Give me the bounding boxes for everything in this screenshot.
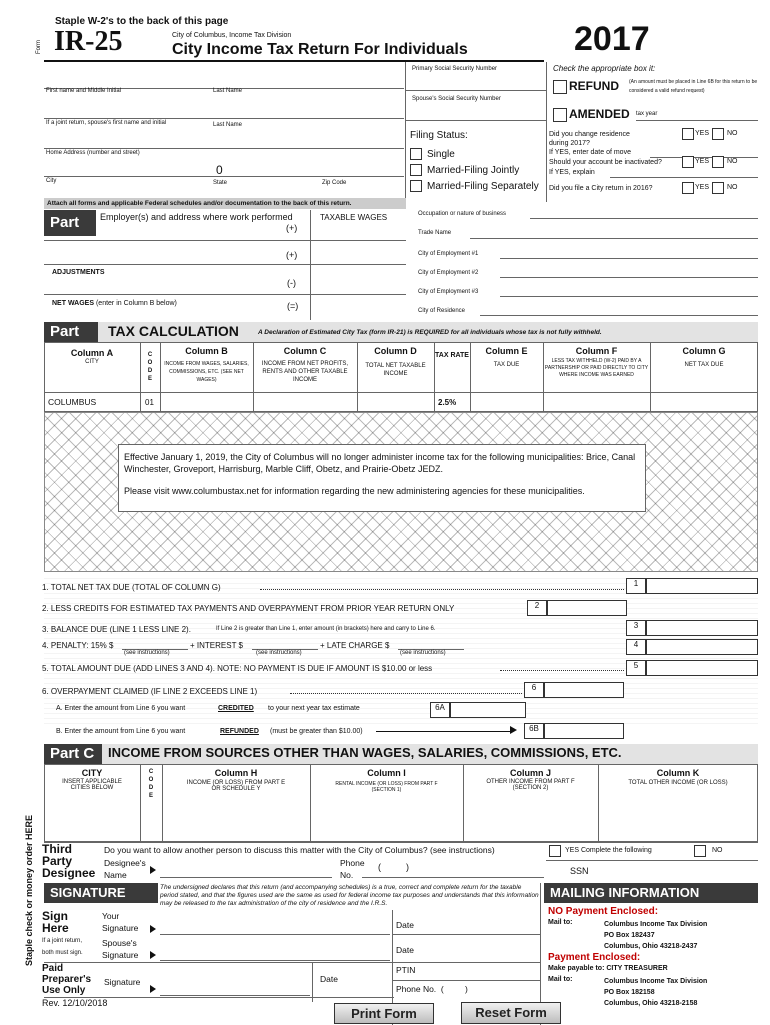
part-c-city-sub: INSERT APPLICABLE CITIES BELOW	[62, 779, 122, 791]
designee-no: NO	[712, 847, 723, 854]
arrow-right-icon	[150, 866, 156, 874]
coe3-label: City of Employment #3	[418, 289, 479, 295]
line-4-penalty: 4. PENALTY: 15% $	[42, 641, 114, 650]
joint-note: If a joint return,	[42, 938, 83, 944]
part-c-city: CITY	[81, 768, 103, 778]
spouse-label: Spouse's	[102, 938, 137, 948]
mfs-checkbox[interactable]	[410, 180, 422, 192]
designee-l2: Party	[42, 854, 73, 868]
joint-last-label: Last Name	[213, 122, 243, 128]
q3-label: Did you file a City return in 2016?	[549, 185, 653, 192]
mail-to-1: Mail to:	[548, 919, 573, 926]
q3-yes: YES	[695, 184, 710, 191]
col-k-sub: TOTAL OTHER INCOME (OR LOSS)	[628, 780, 728, 786]
line-6b-c: (must be greater than $10.00)	[270, 728, 363, 735]
arrow-right-icon	[150, 985, 156, 993]
part-c-code: CODE	[148, 769, 154, 799]
see-instr-1: (see instructions)	[124, 650, 170, 656]
col-i-sub: RENTAL INCOME (OR LOSS) FROM PART F (SECTION 1)	[335, 781, 438, 793]
print-form-button[interactable]: Print Form	[334, 1003, 434, 1024]
col-j-sub: OTHER INCOME FROM PART F (SECTION 2)	[486, 779, 575, 791]
part-a-label: Part A	[44, 210, 96, 236]
payable-label: Make payable to: CITY TREASURER	[548, 965, 668, 972]
col-e: Column E	[485, 346, 528, 356]
row-code: 01	[145, 398, 154, 407]
single-label: Single	[427, 149, 455, 160]
line-3-input[interactable]	[646, 620, 758, 636]
date-label-2: Date	[396, 945, 414, 955]
check-box-label: Check the appropriate box it:	[553, 64, 656, 73]
col-b-sub: INCOME FROM WAGES, SALARIES, COMMISSIONS, ETC. (SEE NET WAGES)	[164, 361, 249, 383]
amended-checkbox[interactable]	[553, 108, 567, 122]
ssn-primary-label: Primary Social Security Number	[412, 66, 498, 72]
adjustments-label: ADJUSTMENTS	[52, 269, 105, 276]
mail-p3: Columbus, Ohio 43218-2158	[604, 1000, 698, 1007]
state-label: State	[213, 180, 228, 186]
taxable-wages-label: TAXABLE WAGES	[320, 213, 388, 222]
line-2-input[interactable]	[547, 600, 627, 616]
col-h-sub: INCOME (OR LOSS) FROM PART E OR SCHEDULE Y	[186, 780, 286, 792]
refund-checkbox[interactable]	[553, 80, 567, 94]
sign-label: Sign	[42, 909, 68, 923]
line-6b-input[interactable]	[544, 723, 624, 739]
tax-rate-label: TAX RATE	[435, 352, 469, 359]
part-b-label: Part B	[44, 322, 98, 342]
col-d: Column D	[374, 346, 417, 356]
q2-yes-checkbox[interactable]	[682, 156, 694, 168]
net-wages-note: (enter in Column B below)	[95, 300, 177, 307]
designee-question: Do you want to allow another person to discuss this matter with the City of Columbus? (see instructions)	[104, 845, 495, 855]
col-a: Column A	[70, 348, 114, 358]
here-label: Here	[42, 921, 69, 935]
arrow-right-icon	[150, 925, 156, 933]
col-a-sub: CITY	[85, 359, 99, 365]
q1-yes: YES	[695, 130, 710, 137]
attach-note: Attach all forms and applicable Federal schedules and/or documentation to the back of this return.	[44, 198, 406, 209]
single-checkbox[interactable]	[410, 148, 422, 160]
address-label: Home Address (number and street)	[46, 150, 140, 156]
preparer-date-label: Date	[320, 974, 338, 984]
mfs-label: Married-Filing Separately	[427, 181, 539, 192]
equals: (=)	[287, 301, 299, 311]
line-6a-credited: CREDITED	[218, 705, 254, 712]
q3-yes-checkbox[interactable]	[682, 182, 694, 194]
filing-label: Filing Status:	[410, 130, 468, 141]
spouse-signature-label: Signature	[102, 950, 139, 960]
q1-label: Did you change residence	[549, 131, 630, 138]
q1-no: NO	[727, 130, 738, 137]
col-f-sub: LESS TAX WITHHELD (W-2) PAID BY A PARTNERSHIP OR PAID DIRECTLY TO CITY WHERE INCOME WAS EARNED	[544, 358, 649, 378]
mail-n2: PO Box 182437	[604, 932, 655, 939]
line-5-num: 5	[626, 660, 646, 676]
q1b-label: during 2017?	[549, 140, 590, 147]
col-i: Column I	[367, 768, 406, 778]
joint-first-label: If a joint return, spouse's first name and initial	[46, 120, 167, 126]
your-label: Your	[102, 911, 120, 921]
tax-year: 2017	[574, 20, 650, 58]
part-b-note: A Declaration of Estimated City Tax (form IR-21) is REQUIRED for all individuals whose tax is not fully withheld.	[258, 329, 602, 336]
plus-1: (+)	[286, 223, 298, 233]
part-b-title: TAX CALCULATION	[108, 323, 239, 339]
designee-phone-2: No.	[340, 870, 354, 880]
staple-note: Staple W-2's to the back of this page	[55, 16, 229, 27]
trade-label: Trade Name	[418, 230, 452, 236]
phone-label: Phone No. ( )	[396, 984, 468, 994]
line-5: 5. TOTAL AMOUNT DUE (ADD LINES 3 AND 4). NOTE: NO PAYMENT IS DUE IF AMOUNT IS $10.00 or less	[42, 664, 433, 673]
mfj-checkbox[interactable]	[410, 164, 422, 176]
line-4-input[interactable]	[646, 639, 758, 655]
line-6b-refunded: REFUNDED	[220, 728, 259, 735]
q2-label: Should your account be inactivated?	[549, 159, 662, 166]
refund-note: (An amount must be placed in Line 6B for this return to be considered a valid refund request)	[629, 79, 758, 94]
tax-year-label: tax year	[636, 111, 658, 117]
line-4-late: + LATE CHARGE $	[320, 641, 390, 650]
row-rate: 2.5%	[438, 398, 457, 407]
q3-no: NO	[727, 184, 738, 191]
payment-label: Payment Enclosed:	[548, 952, 641, 963]
coe1-label: City of Employment #1	[418, 251, 479, 257]
col-c-sub: INCOME FROM NET PROFITS, RENTS AND OTHER TAXABLE INCOME	[261, 361, 349, 383]
col-h: Column H	[214, 768, 258, 778]
plus-2: (+)	[286, 250, 298, 260]
col-d-sub: TOTAL NET TAXABLE INCOME	[365, 363, 426, 377]
designee-name-2: Name	[104, 870, 127, 880]
q2-no-checkbox[interactable]	[712, 156, 724, 168]
preparer-signature-label: Signature	[104, 977, 141, 987]
minus: (-)	[287, 278, 296, 288]
signature-title: SIGNATURE	[44, 883, 158, 903]
designee-no-checkbox[interactable]	[694, 845, 706, 857]
col-b: Column B	[185, 346, 228, 356]
col-g: Column G	[682, 346, 726, 356]
revision: Rev. 12/10/2018	[42, 998, 108, 1008]
form-id: IR-25	[54, 26, 123, 57]
q2-no: NO	[727, 158, 738, 165]
net-wages-label: NET WAGES	[52, 300, 95, 307]
mfj-label: Married-Filing Jointly	[427, 165, 520, 176]
col-g-sub: NET TAX DUE	[684, 362, 724, 368]
page-title: City Income Tax Return For Individuals	[172, 41, 468, 58]
arrow-right-icon	[150, 951, 156, 959]
line-6a-input[interactable]	[450, 702, 526, 718]
notice-p1: Effective January 1, 2019, the City of Columbus will no longer administer income tax for the following municipalities: Brice, Canal Winchester, Groveport, Harrisburg, Marble Cliff, Obetz, and Prairie-Obetz JEDZ.	[124, 452, 636, 474]
first-name-label: First name and Middle Initial	[46, 88, 122, 94]
phone-paren: ( )	[378, 862, 409, 872]
use-only-label: Use Only	[42, 985, 86, 996]
reset-form-button[interactable]: Reset Form	[461, 1002, 561, 1024]
designee-yes-checkbox[interactable]	[549, 845, 561, 857]
line-3-note: If Line 2 is greater than Line 1, enter amount (in brackets) here and carry to Line 6.	[216, 626, 436, 632]
designee-yes: YES Complete the following	[565, 847, 652, 854]
notice-p2: Please visit www.columbustax.net for information regarding the new administering agencies for these municipalities.	[124, 486, 585, 496]
designee-ssn: SSN	[570, 866, 589, 876]
line-6-num: 6	[524, 682, 544, 698]
your-signature-label: Signature	[102, 923, 139, 933]
paid-label: Paid	[42, 963, 64, 974]
q3-no-checkbox[interactable]	[712, 182, 724, 194]
line-6: 6. OVERPAYMENT CLAIMED (IF LINE 2 EXCEEDS LINE 1)	[42, 687, 258, 696]
designee-phone-1: Phone	[340, 858, 365, 868]
ssn-spouse-label: Spouse's Social Security Number	[412, 96, 501, 102]
part-c-title: INCOME FROM SOURCES OTHER THAN WAGES, SALARIES, COMMISSIONS, ETC.	[108, 745, 622, 760]
no-payment-label: NO Payment Enclosed:	[548, 906, 659, 917]
see-instr-3: (see instructions)	[400, 650, 446, 656]
employer-label: Employer(s) and address where work performed	[100, 212, 293, 222]
col-f: Column F	[575, 346, 618, 356]
line-6a-a: A. Enter the amount from Line 6 you want	[56, 705, 186, 712]
q2b-label: If YES, explain	[549, 169, 595, 176]
arrow-right-icon	[510, 726, 517, 734]
q1c-label: If YES, enter date of move	[549, 149, 631, 156]
line-4-interest: + INTEREST $	[190, 641, 243, 650]
zip-label: Zip Code	[322, 180, 347, 186]
line-6a-num: 6A	[430, 702, 450, 718]
ptin-label: PTIN	[396, 965, 416, 975]
mail-n1: Columbus Income Tax Division	[604, 921, 708, 928]
side-staple-note: Staple check or money order HERE	[24, 814, 34, 966]
mail-p1: Columbus Income Tax Division	[604, 978, 708, 985]
q2-yes: YES	[695, 158, 710, 165]
date-label-1: Date	[396, 920, 414, 930]
line-1-num: 1	[626, 578, 646, 594]
designee-name-1: Designee's	[104, 858, 146, 868]
q1-no-checkbox[interactable]	[712, 128, 724, 140]
mail-n3: Columbus, Ohio 43218-2437	[604, 943, 698, 950]
line-2: 2. LESS CREDITS FOR ESTIMATED TAX PAYMENTS AND OVERPAYMENT FROM PRIOR YEAR RETURN ONLY	[42, 604, 455, 613]
line-5-input[interactable]	[646, 660, 758, 676]
preparer-label: Preparer's	[42, 974, 92, 985]
col-code: CODE	[147, 352, 153, 382]
line-6-input[interactable]	[544, 682, 624, 698]
col-e-sub: TAX DUE	[493, 362, 520, 368]
mailing-title: MAILING INFORMATION	[544, 883, 758, 903]
mail-to-2: Mail to:	[548, 976, 573, 983]
amended-label: AMENDED	[569, 107, 630, 121]
designee-l1: Third	[42, 842, 72, 856]
line-1-input[interactable]	[646, 578, 758, 594]
coe2-label: City of Employment #2	[418, 270, 479, 276]
state-value[interactable]: 0	[216, 163, 223, 177]
q1-yes-checkbox[interactable]	[682, 128, 694, 140]
part-c-label: Part C	[44, 744, 102, 764]
col-c: Column C	[283, 346, 327, 356]
line-4-num: 4	[626, 639, 646, 655]
mail-p2: PO Box 182158	[604, 989, 655, 996]
both-note: both must sign.	[42, 950, 83, 956]
city-label: City	[46, 178, 57, 184]
line-2-num: 2	[527, 600, 547, 616]
line-3: 3. BALANCE DUE (LINE 1 LESS LINE 2).	[42, 625, 191, 634]
last-name-label: Last Name	[213, 88, 243, 94]
line-6b-num: 6B	[524, 723, 544, 739]
line-6a-c: to your next year tax estimate	[268, 705, 360, 712]
line-6b-a: B. Enter the amount from Line 6 you want	[56, 728, 186, 735]
designee-l3: Designee	[42, 866, 96, 880]
col-k: Column K	[656, 768, 700, 778]
see-instr-2: (see instructions)	[256, 650, 302, 656]
occupation-label: Occupation or nature of business	[418, 211, 507, 217]
row-city: COLUMBUS	[48, 397, 97, 407]
signature-declaration: The undersigned declares that this return (and accompanying schedules) is a true, correct and complete return for the taxable period stated, and that the figures used are the same as used for federal income tax purposes and understands that this information may be released to the tax administration of the city of residence and the I.R.S.	[160, 884, 539, 907]
line-3-num: 3	[626, 620, 646, 636]
col-j: Column J	[509, 768, 551, 778]
notice-box	[118, 444, 646, 512]
cor-label: City of Residence	[418, 308, 466, 314]
division: City of Columbus, Income Tax Division	[172, 32, 292, 39]
form-side-label: Form	[36, 40, 42, 54]
refund-label: REFUND	[569, 79, 619, 93]
line-1: 1. TOTAL NET TAX DUE (TOTAL OF COLUMN G)	[42, 583, 221, 592]
